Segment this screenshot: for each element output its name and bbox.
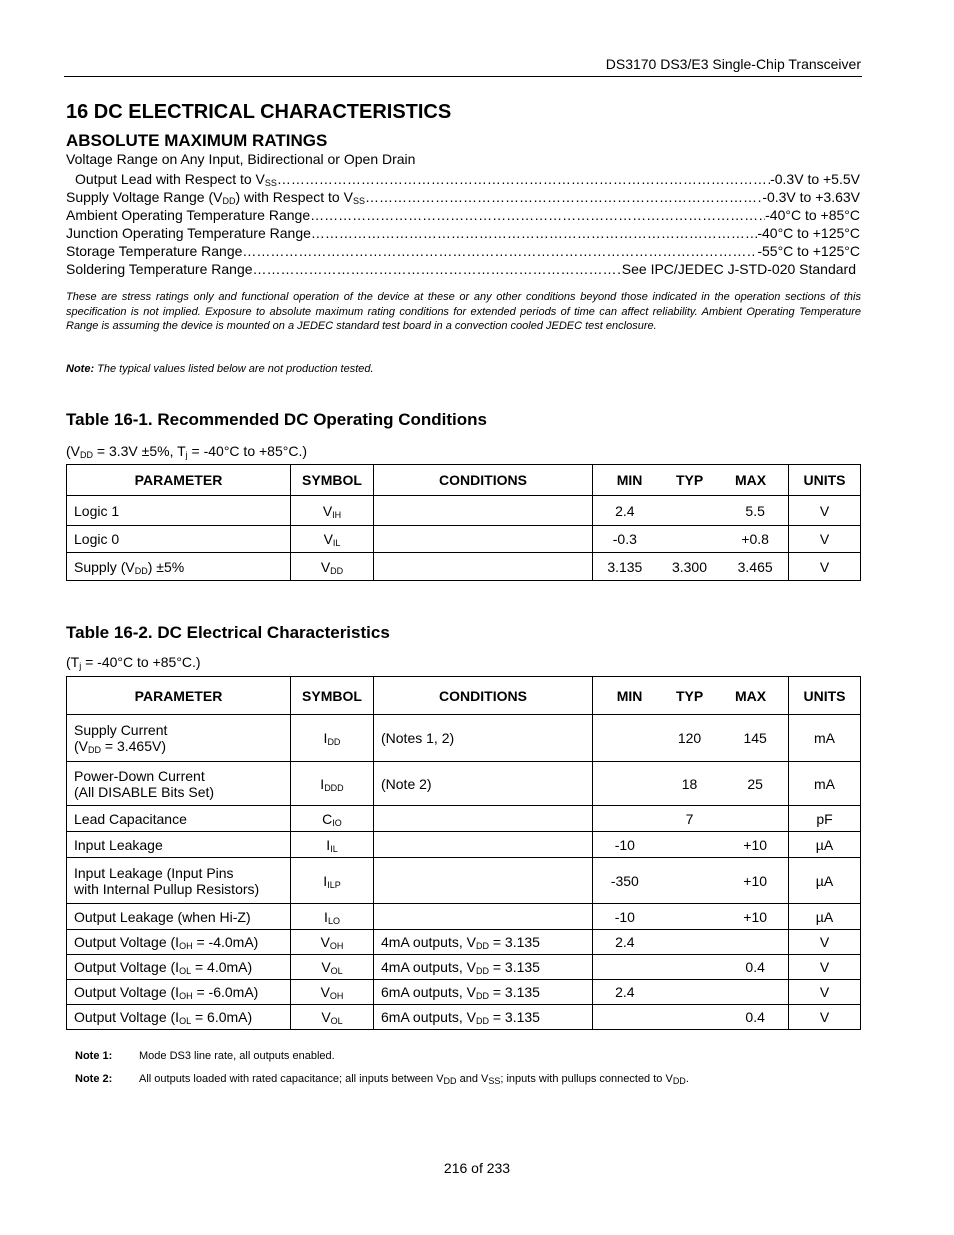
rating-value: See IPC/JEDEC J-STD-020 Standard xyxy=(621,261,856,277)
table-row: Output Leakage (when Hi-Z) $I_{LO}$ -10 +10 µA xyxy=(67,904,861,930)
table-header-row xyxy=(67,465,861,496)
footnote-2: Note 2: All outputs loaded with rated capacitance; all inputs between $V_{DD}$ and $V_{SS}$; inputs with pullups connected to $V_{DD}$. xyxy=(75,1073,689,1086)
col-header: UNITS xyxy=(789,677,861,715)
leader-dots xyxy=(365,188,762,206)
rating-row xyxy=(66,188,860,206)
table2 xyxy=(66,676,861,1030)
col-header: UNITS xyxy=(789,465,861,496)
rating-label: Output Lead with Respect to $V_{SS}$ xyxy=(75,171,277,188)
table1-conditions: ($V_{DD} = 3.3V \pm 5\%$, $T_j = -40^\circ C$ to +85°C.) xyxy=(66,443,308,460)
col-header: SYMBOL xyxy=(291,465,374,496)
leader-dots xyxy=(310,206,765,224)
rating-row xyxy=(66,206,860,224)
rating-intro: Voltage Range on Any Input, Bidirectional or Open Drain xyxy=(66,151,416,167)
col-header: SYMBOL xyxy=(291,677,374,715)
rating-value: -40°C to +85°C xyxy=(765,207,860,223)
table-row: Output Voltage $(I_{OL} = 6.0mA)$ $V_{OL}$ 6mA outputs, $V_{DD} = 3.135$ 0.4 V xyxy=(67,1005,861,1030)
rating-value: -55°C to +125°C xyxy=(757,243,860,259)
leader-dots xyxy=(242,242,757,260)
col-header: PARAMETER xyxy=(67,465,291,496)
table-row: Output Voltage $(I_{OL} = 4.0mA)$ $V_{OL}$ 4mA outputs, $V_{DD} = 3.135$ 0.4 V xyxy=(67,955,861,980)
table-row: Logic 0 $V_{IL}$ -0.3 +0.8 V xyxy=(67,526,861,553)
table2-title: Table 16-2. DC Electrical Characteristics xyxy=(66,623,390,642)
document-header: DS3170 DS3/E3 Single-Chip Transceiver xyxy=(605,56,861,72)
leader-dots xyxy=(311,224,757,242)
table-row: Power-Down Current (All DISABLE Bits Set) $I_{DDD}$ (Note 2) 18 25 mA xyxy=(67,762,861,806)
rating-value: -0.3V to +5.5V xyxy=(770,171,860,187)
table-row: Logic 1 $V_{IH}$ 2.4 5.5 V xyxy=(67,496,861,526)
table-row: Output Voltage $(I_{OH} = -6.0mA)$ $V_{OH}$ 6mA outputs, $V_{DD} = 3.135$ 2.4 V xyxy=(67,980,861,1005)
col-header: CONDITIONS xyxy=(374,677,593,715)
table-header-row xyxy=(67,677,861,715)
leader-dots xyxy=(277,170,770,188)
footnote-1: Note 1: Mode DS3 line rate, all outputs enabled. xyxy=(75,1050,335,1062)
rating-label: Supply Voltage Range $(V_{DD})$ with Respect to $V_{SS}$ xyxy=(66,189,365,206)
rating-row xyxy=(66,260,856,278)
header-rule xyxy=(64,76,862,77)
table1-title: Table 16-1. Recommended DC Operating Conditions xyxy=(66,410,487,429)
table-row: Supply Current $(V_{DD} = 3.465V)$ $I_{DD}$ (Notes 1, 2) 120 145 mA xyxy=(67,715,861,762)
col-header-group: MIN TYP MAX xyxy=(593,677,789,715)
rating-label: Soldering Temperature Range xyxy=(66,261,253,277)
col-header: PARAMETER xyxy=(67,677,291,715)
leader-dots xyxy=(253,260,622,278)
rating-label: Junction Operating Temperature Range xyxy=(66,225,311,241)
table-row: Supply $(V_{DD}) \pm 5\%$ $V_{DD}$ 3.135 3.300 3.465 V xyxy=(67,553,861,581)
rating-label: Storage Temperature Range xyxy=(66,243,243,259)
typical-values-note: Note: The typical values listed below are not production tested. xyxy=(66,363,374,375)
table-row: Input Leakage (Input Pins with Internal Pullup Resistors) $I_{ILP}$ -350 +10 µA xyxy=(67,858,861,904)
stress-disclaimer: These are stress ratings only and functional operation of the device at these or any other conditions beyond those indicated in the operation sections of this specification is not implied. Exposure to absolute maximum rating conditions for extended periods of time can affect reliability. Ambient Operating Temperature Range is assuming the device is mounted on a JEDEC standard test board in a convection cooled JEDEC test enclosure. xyxy=(66,291,861,332)
rating-value: -40°C to +125°C xyxy=(757,225,860,241)
rating-row xyxy=(66,170,860,188)
table-row: Output Voltage $(I_{OH} = -4.0mA)$ $V_{OH}$ 4mA outputs, $V_{DD} = 3.135$ 2.4 V xyxy=(67,930,861,955)
table2-conditions: ($T_j = -40^\circ C$ to +85°C.) xyxy=(66,654,201,671)
rating-value: -0.3V to +3.63V xyxy=(762,189,860,205)
rating-row xyxy=(66,224,860,242)
table1 xyxy=(66,464,861,581)
table-row: Lead Capacitance $C_{IO}$ 7 pF xyxy=(67,806,861,832)
section-title: 16 DC ELECTRICAL CHARACTERISTICS xyxy=(66,101,452,123)
rating-label: Ambient Operating Temperature Range xyxy=(66,207,311,223)
table-row: Input Leakage $I_{IL}$ -10 +10 µA xyxy=(67,832,861,858)
page-number: 216 of 233 xyxy=(443,1160,511,1176)
col-header: CONDITIONS xyxy=(374,465,593,496)
section-subtitle: ABSOLUTE MAXIMUM RATINGS xyxy=(66,131,328,150)
col-header-group: MIN TYP MAX xyxy=(593,465,789,496)
rating-row xyxy=(66,242,860,260)
